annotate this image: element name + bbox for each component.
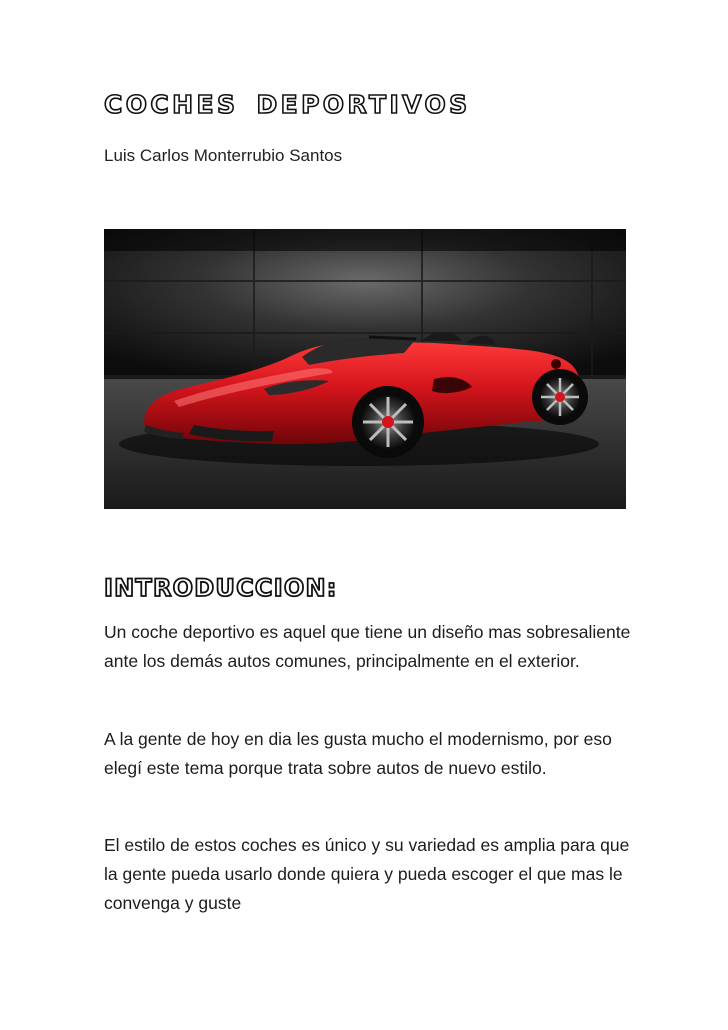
intro-paragraph-3: El estilo de estos coches es único y su variedad es amplia para que la gente pueda usarlo donde quiera y pueda escoger el que mas le convenga y guste [104,835,630,913]
car-photo [104,229,626,509]
intro-paragraph-2: A la gente de hoy en dia les gusta mucho el modernismo, por eso elegí este tema porque trata sobre autos de nuevo estilo. [104,729,612,778]
document-author: Luis Carlos Monterrubio Santos [104,146,343,165]
section-heading: INTRODUCCION: [104,574,338,602]
intro-paragraph-1: Un coche deportivo es aquel que tiene un diseño mas sobresaliente ante los demás autos comunes, principalmente en el exterior. [104,622,631,671]
document-title: COCHES DEPORTIVOS [104,90,471,119]
